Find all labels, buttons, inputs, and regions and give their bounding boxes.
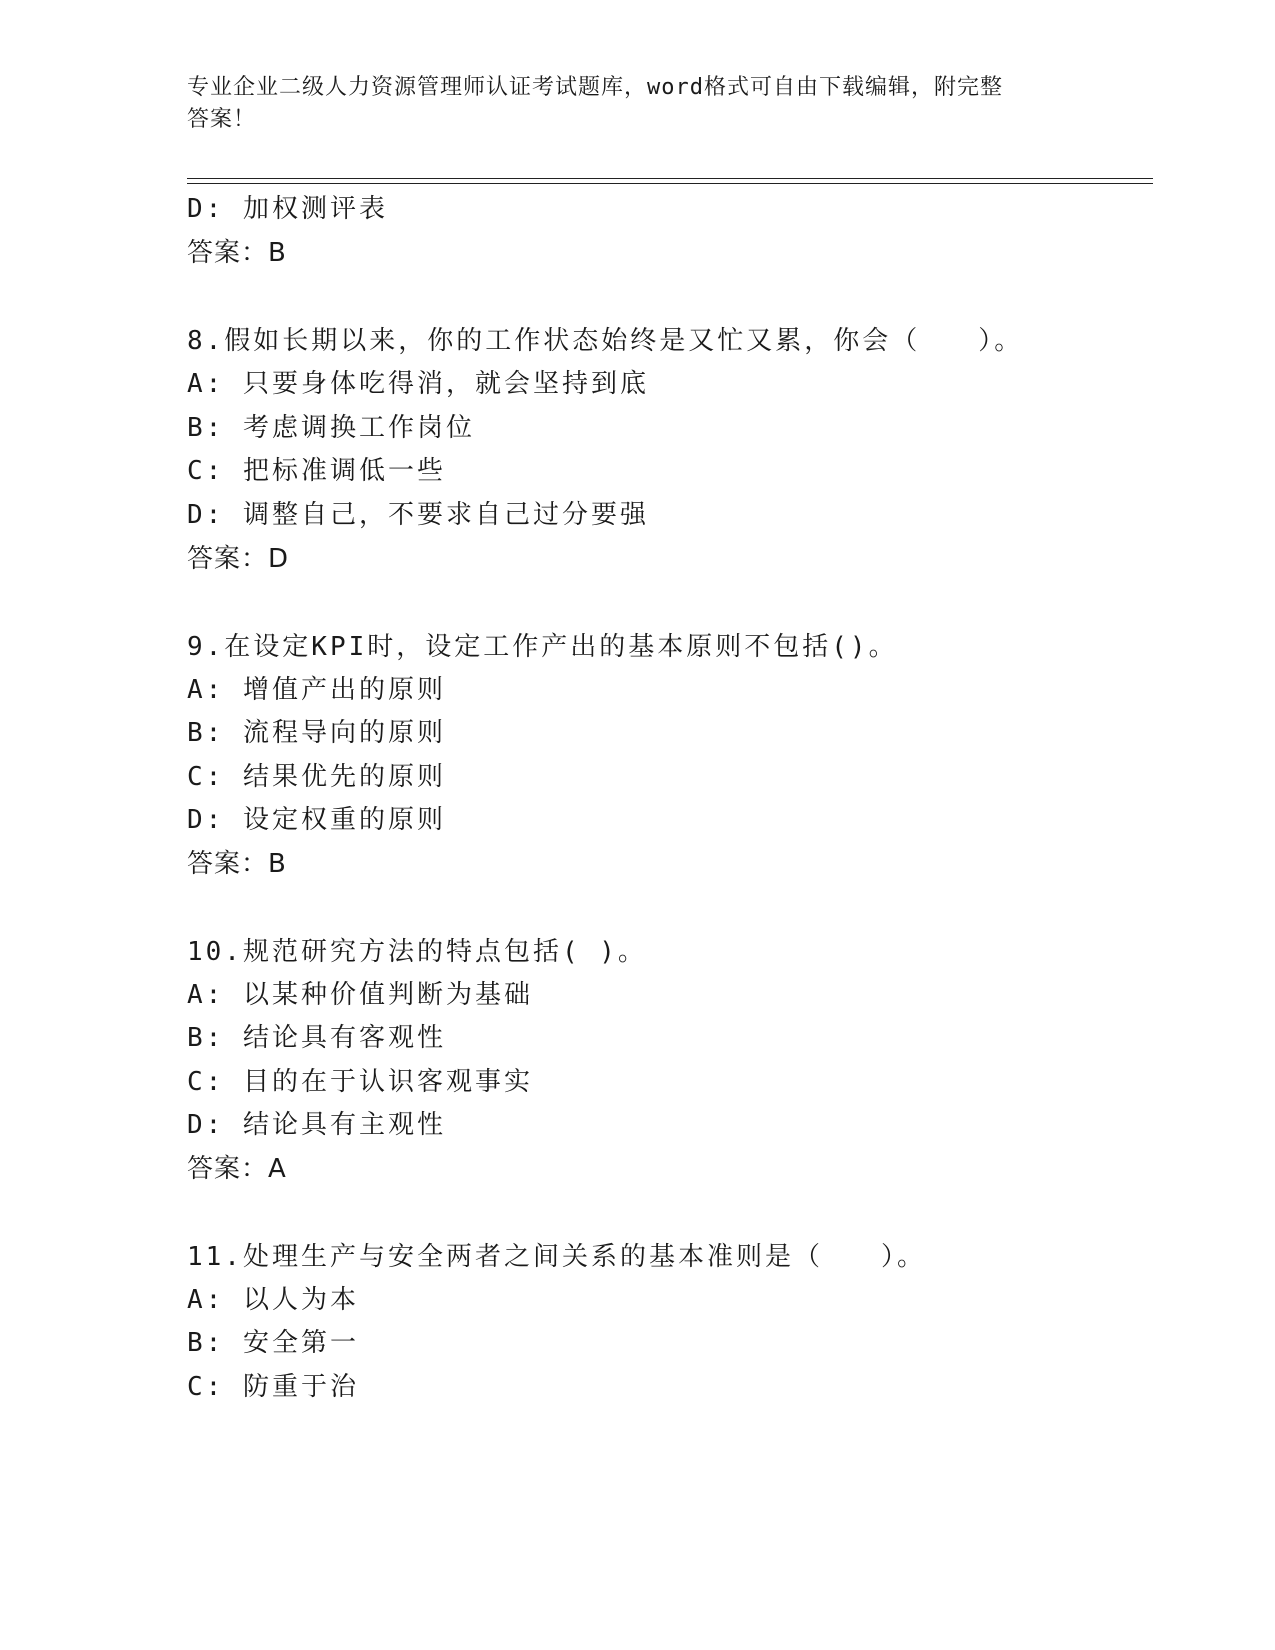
q11-option-c: C: 防重于治 xyxy=(187,1372,359,1402)
q10-answer: 答案：A xyxy=(187,1154,287,1184)
q10-option-d: D: 结论具有主观性 xyxy=(187,1110,446,1140)
q10-option-c: C: 目的在于认识客观事实 xyxy=(187,1067,533,1097)
q8-option-b: B: 考虑调换工作岗位 xyxy=(187,413,475,443)
q10-option-b: B: 结论具有客观性 xyxy=(187,1023,446,1053)
q8-stem: 8.假如长期以来，你的工作状态始终是又忙又累，你会（ ）。 xyxy=(187,326,1024,356)
header-divider-top xyxy=(187,178,1153,179)
q9-stem: 9.在设定KPI时，设定工作产出的基本原则不包括()。 xyxy=(187,632,898,662)
q9-answer: 答案：B xyxy=(187,849,287,879)
q10-option-a: A: 以某种价值判断为基础 xyxy=(187,980,533,1010)
q11-option-b: B: 安全第一 xyxy=(187,1328,359,1358)
q8-option-a: A: 只要身体吃得消，就会坚持到底 xyxy=(187,369,649,399)
q10-stem: 10.规范研究方法的特点包括( )。 xyxy=(187,937,647,967)
q9-option-b: B: 流程导向的原则 xyxy=(187,718,446,748)
q8-answer: 答案：D xyxy=(187,544,290,574)
q9-option-d: D: 设定权重的原则 xyxy=(187,805,446,835)
q7-option-d: D: 加权测评表 xyxy=(187,194,388,224)
q9-option-c: C: 结果优先的原则 xyxy=(187,762,446,792)
document-header xyxy=(187,72,1067,136)
q7-answer: 答案：B xyxy=(187,238,287,268)
header-title-line-1: 专业企业二级人力资源管理师认证考试题库，word格式可自由下载编辑，附完整 xyxy=(187,75,1003,100)
q11-option-a: A: 以人为本 xyxy=(187,1285,359,1315)
q11-stem: 11.处理生产与安全两者之间关系的基本准则是（ ）。 xyxy=(187,1242,926,1272)
header-divider-bottom xyxy=(187,183,1153,184)
header-title-line-2: 答案！ xyxy=(187,107,257,132)
q9-option-a: A: 增值产出的原则 xyxy=(187,675,446,705)
q8-option-c: C: 把标准调低一些 xyxy=(187,456,446,486)
q8-option-d: D: 调整自己，不要求自己过分要强 xyxy=(187,500,649,530)
